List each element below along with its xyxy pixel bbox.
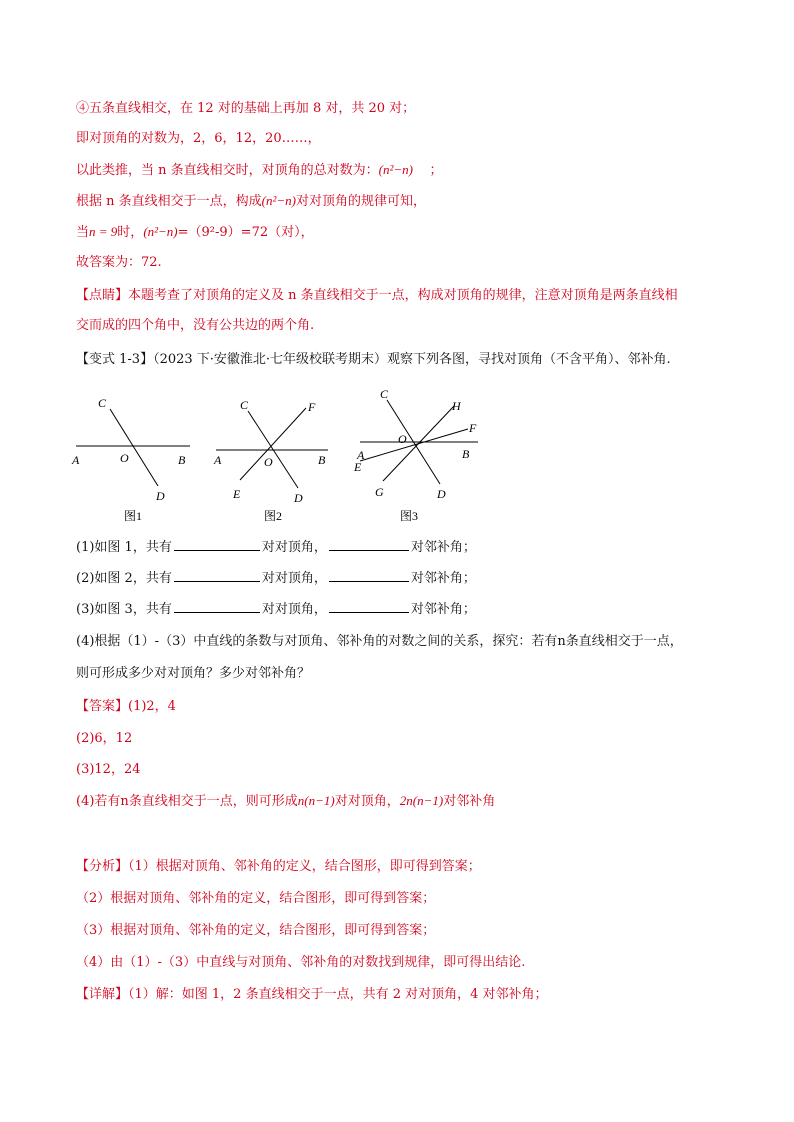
- solution-line-5-end: =（9²-9）=72（对），: [177, 225, 314, 240]
- problem-title: 【变式 1-3】（2023 下·安徽淮北·七年级校联考期末）观察下列各图，寻找对顶角（不含平角）、邻补角.: [76, 352, 671, 367]
- fig3-caption: 图3: [400, 509, 419, 523]
- answer-4: [76, 791, 495, 812]
- fig2-label-D: D: [294, 491, 303, 505]
- fig2-caption: 图2: [264, 509, 283, 523]
- fig3-label-D: D: [437, 487, 446, 501]
- answer-4-mid: 对对顶角，: [334, 794, 400, 809]
- fig3-label-E: E: [354, 460, 362, 474]
- solution-line-4-end: 对对顶角的规律可知，: [295, 194, 426, 209]
- comment-line-2: 交而成的四个角中，没有公共边的两个角.: [76, 318, 315, 333]
- fig2-label-B: B: [318, 453, 326, 467]
- solution-line-6: 故答案为：72.: [76, 255, 162, 270]
- question-4-line-2: 则可形成多少对对顶角？多少对邻补角？: [76, 666, 311, 681]
- fig1-label-O: O: [120, 451, 129, 465]
- fig1-label-C: C: [98, 396, 107, 410]
- solution-line-3: [76, 160, 443, 181]
- solution-line-2: 即对顶角的对数为，2，6，12，20……，: [76, 131, 321, 146]
- fig1-label-D: D: [156, 489, 165, 503]
- detail-line-1: 【详解】（1）解：如图 1，2 条直线相交于一点，共有 2 对对顶角，4 对邻补角；: [76, 987, 548, 1002]
- figures: [0, 384, 794, 524]
- answer-3: (3)12，24: [76, 762, 141, 777]
- fig3-label-H: H: [452, 399, 461, 413]
- fig3-label-G: G: [375, 485, 384, 499]
- formula-n-equals-9: n = 9: [89, 224, 118, 239]
- blank-2b[interactable]: [329, 568, 409, 582]
- question-4-line-1: (4)根据（1）-（3）中直线的条数与对顶角、邻补角的对数之间的关系，探究：若有n条直线相交于一点，: [76, 634, 683, 649]
- fig2-label-A: A: [214, 453, 222, 467]
- question-3-text: (3)如图 3，共有: [76, 602, 172, 617]
- formula-n2-n: (n²−n): [261, 193, 296, 208]
- blank-1b[interactable]: [329, 537, 409, 551]
- fig2-label-C: C: [240, 398, 249, 412]
- fig1-label-A: A: [72, 453, 80, 467]
- solution-line-3-text: 以此类推，当 n 条直线相交时，对顶角的总对数为：: [76, 163, 379, 178]
- fig2-line-EF: [240, 408, 306, 480]
- fig2-label-E: E: [233, 487, 241, 501]
- formula-n2-n: (n²−n): [378, 162, 413, 177]
- question-1-end: 对邻补角；: [410, 540, 476, 555]
- question-2: [76, 568, 476, 589]
- question-3: [76, 599, 476, 620]
- blank-2a[interactable]: [174, 568, 260, 582]
- analysis-line-4: （4）由（1）-（3）中直线与对顶角、邻补角的对数找到规律，即可得出结论.: [76, 955, 526, 970]
- answer-4-end: 对邻补角: [443, 794, 496, 809]
- solution-line-4: [76, 191, 426, 212]
- question-1-mid: 对对顶角，: [261, 540, 327, 555]
- formula-n2-n: (n²−n): [143, 224, 178, 239]
- answer-1: 【答案】(1)2，4: [76, 699, 176, 714]
- question-1-text: (1)如图 1，共有: [76, 540, 172, 555]
- formula-2n-n-minus-1: 2n(n−1): [399, 793, 444, 808]
- blank-1a[interactable]: [174, 537, 260, 551]
- question-2-text: (2)如图 2，共有: [76, 571, 172, 586]
- fig3-label-A: A: [357, 448, 365, 462]
- analysis-line-3: （3）根据对顶角、邻补角的定义，结合图形，即可得到答案；: [76, 923, 436, 938]
- fig3-label-F: F: [469, 421, 477, 435]
- solution-line-5-text: 当: [76, 225, 90, 240]
- analysis-line-2: （2）根据对顶角、邻补角的定义，结合图形，即可得到答案；: [76, 891, 436, 906]
- blank-3a[interactable]: [174, 599, 260, 613]
- question-2-end: 对邻补角；: [410, 571, 476, 586]
- blank-3b[interactable]: [329, 599, 409, 613]
- fig3-label-C: C: [380, 387, 389, 401]
- fig2-label-F: F: [308, 400, 316, 414]
- fig2-label-O: O: [264, 455, 273, 469]
- solution-line-5: [76, 222, 314, 243]
- fig1-line-CD: [110, 409, 158, 486]
- fig3-label-O: O: [398, 432, 407, 446]
- solution-line-4-text: 根据 n 条直线相交于一点，构成: [76, 194, 262, 209]
- comment-line-1: 【点睛】本题考查了对顶角的定义及 n 条直线相交于一点，构成对顶角的规律，注意对顶角是两条直线相: [76, 288, 678, 303]
- fig3-line-FE: [360, 429, 468, 461]
- solution-line-1: ④五条直线相交，在 12 对的基础上再加 8 对，共 20 对；: [76, 101, 416, 116]
- answer-4-text: (4)若有n条直线相交于一点，则可形成: [76, 794, 298, 809]
- formula-n-n-minus-1: n(n−1): [297, 793, 335, 808]
- question-3-mid: 对对顶角，: [261, 602, 327, 617]
- question-2-mid: 对对顶角，: [261, 571, 327, 586]
- solution-line-5-mid: 时，: [117, 225, 144, 240]
- fig3-label-B: B: [462, 447, 470, 461]
- question-1: [76, 537, 476, 558]
- fig1-label-B: B: [178, 453, 186, 467]
- analysis-line-1: 【分析】（1）根据对顶角、邻补角的定义，结合图形，即可得到答案；: [76, 859, 481, 874]
- solution-line-3-end: ；: [429, 163, 443, 178]
- fig1-caption: 图1: [124, 509, 143, 523]
- answer-2: (2)6，12: [76, 731, 133, 746]
- question-3-end: 对邻补角；: [410, 602, 476, 617]
